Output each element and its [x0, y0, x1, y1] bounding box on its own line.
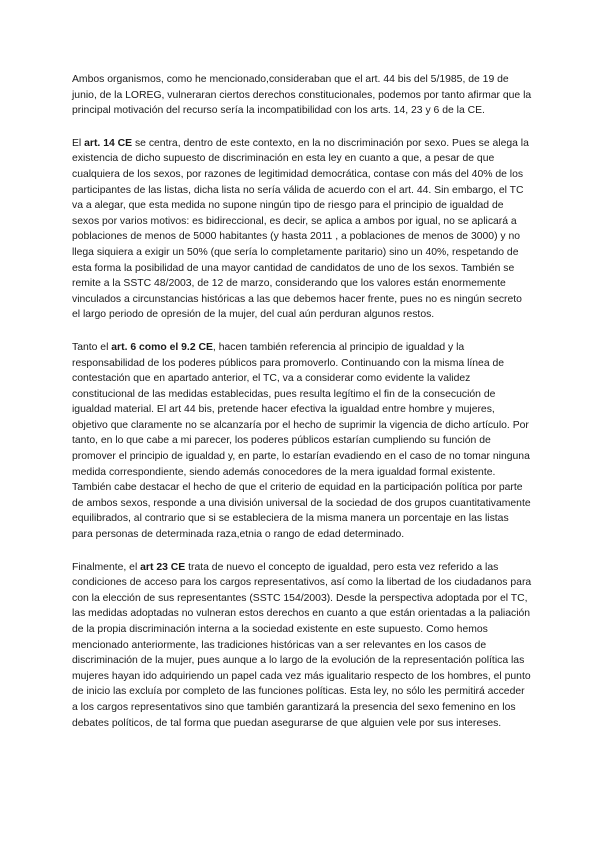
document-page	[72, 72, 532, 748]
paragraph-art-6-9	[72, 340, 532, 543]
paragraph-text: El	[72, 137, 85, 149]
paragraph-text: trata de nuevo el concepto de igualdad, pero esta vez referido a las condiciones de acceso para los cargos representativos, así como la libertad de los ciudadanos para con la elección de sus representantes (SSTC 154/2003). Desde la perspectiva adoptada por el TC, las medidas adoptadas no vulneran estos derechos en cuanto a que están orientadas a la paliación de la propia discriminación interna a la sociedad existente en este supuesto. Como hemos mencionado anteriormente, las tradiciones históricas van a ser relevantes en los casos de discriminación de la mujer, pues aunque a lo largo de la evolución de la representación política las mujeres hayan ido adquiriendo un papel cada vez más igualitario respecto de los hombres, el punto de inicio las excluía por completo de las funciones políticas. Esta ley, no sólo les permitirá acceder a los cargos representativos sino que también garantizará la presencia del sexo femenino en los debates políticos, de tal forma que puedan asegurarse de que alguien vele por sus intereses.	[72, 561, 532, 729]
paragraph-text: , hacen también referencia al principio de igualdad y la responsabilidad de los poderes públicos para promoverlo. Continuando con la misma línea de contestación que en apartado anterior, el TC, va a considerar como evidente la validez constitucional de las medidas establecidas, pues resulta legítimo el fin de la consecución de igualdad material. El art 44 bis, pretende hacer efectiva la igualdad entre hombre y mujeres, objetivo que claramente no se alcanzaría por el hecho de suprimir la vigencia de dicho artículo. Por tanto, en lo que cabe a mi parecer, los poderes públicos estarían cumpliendo su función de promover el principio de igualdad y, en parte, lo estarían evadiendo en el caso de no tomar ninguna medida correspondiente, siendo además conocedores de la mera igualdad formal existente. También cabe destacar el hecho de que el criterio de equidad en la participación política por parte de ambos sexos, responde a una división universal de la sociedad de dos grupos cuantitativamente equilibrados, al contrario que si se estableciera de la misma manera un porcentaje en las listas para personas de determinada raza,etnia o rango de edad determinado.	[72, 341, 531, 541]
paragraph-art-23	[72, 560, 532, 732]
paragraph-intro	[72, 72, 532, 119]
paragraph-text: Tanto el	[72, 341, 112, 353]
paragraph-text: Finalmente, el	[72, 561, 141, 573]
article-reference: art. 14 CE	[84, 137, 133, 149]
article-reference: art 23 CE	[140, 561, 186, 573]
paragraph-text: Ambos organismos, como he mencionado,consideraban que el art. 44 bis del 5/1985, de 19 de junio, de la LOREG, vulneraran ciertos derechos constitucionales, podemos por tanto afirmar que la principal motivación del recurso sería la incompatibilidad con los arts. 14, 23 y 6 de la CE.	[72, 74, 532, 117]
article-reference: art. 6 como el 9.2 CE	[111, 341, 213, 353]
paragraph-art-14	[72, 136, 532, 323]
paragraph-text: se centra, dentro de este contexto, en la no discriminación por sexo. Pues se alega la existencia de dicho supuesto de discriminación en esta ley en cuanto a que, a pesar de que cualquiera de los sexos, por razones de legitimidad democrática, contase con más del 40% de los participantes de las listas, dicha lista no sería válida de acuerdo con el art. 44. Sin embargo, el TC va a alegar, que esta medida no supone ningún tipo de riesgo para el principio de igualdad de sexos por varios motivos: es bidireccional, es decir, se aplica a ambos por igual, no se aplicará a poblaciones de menos de 5000 habitantes (y hasta 2011 , a poblaciones de menos de 3000) y no llega siquiera a exigir un 50% (que sería lo completamente paritario) sino un 40%, respetando de esta forma la posibilidad de una mayor cantidad de candidatos de uno de los sexos. También se remite a la SSTC 48/2003, de 12 de marzo, considerando que los valores están enormemente vinculados a circunstancias históricas a las que debemos hacer frente, pues no es ningún secreto el largo periodo de opresión de la mujer, del cual aún perduran algunos restos.	[72, 137, 529, 321]
